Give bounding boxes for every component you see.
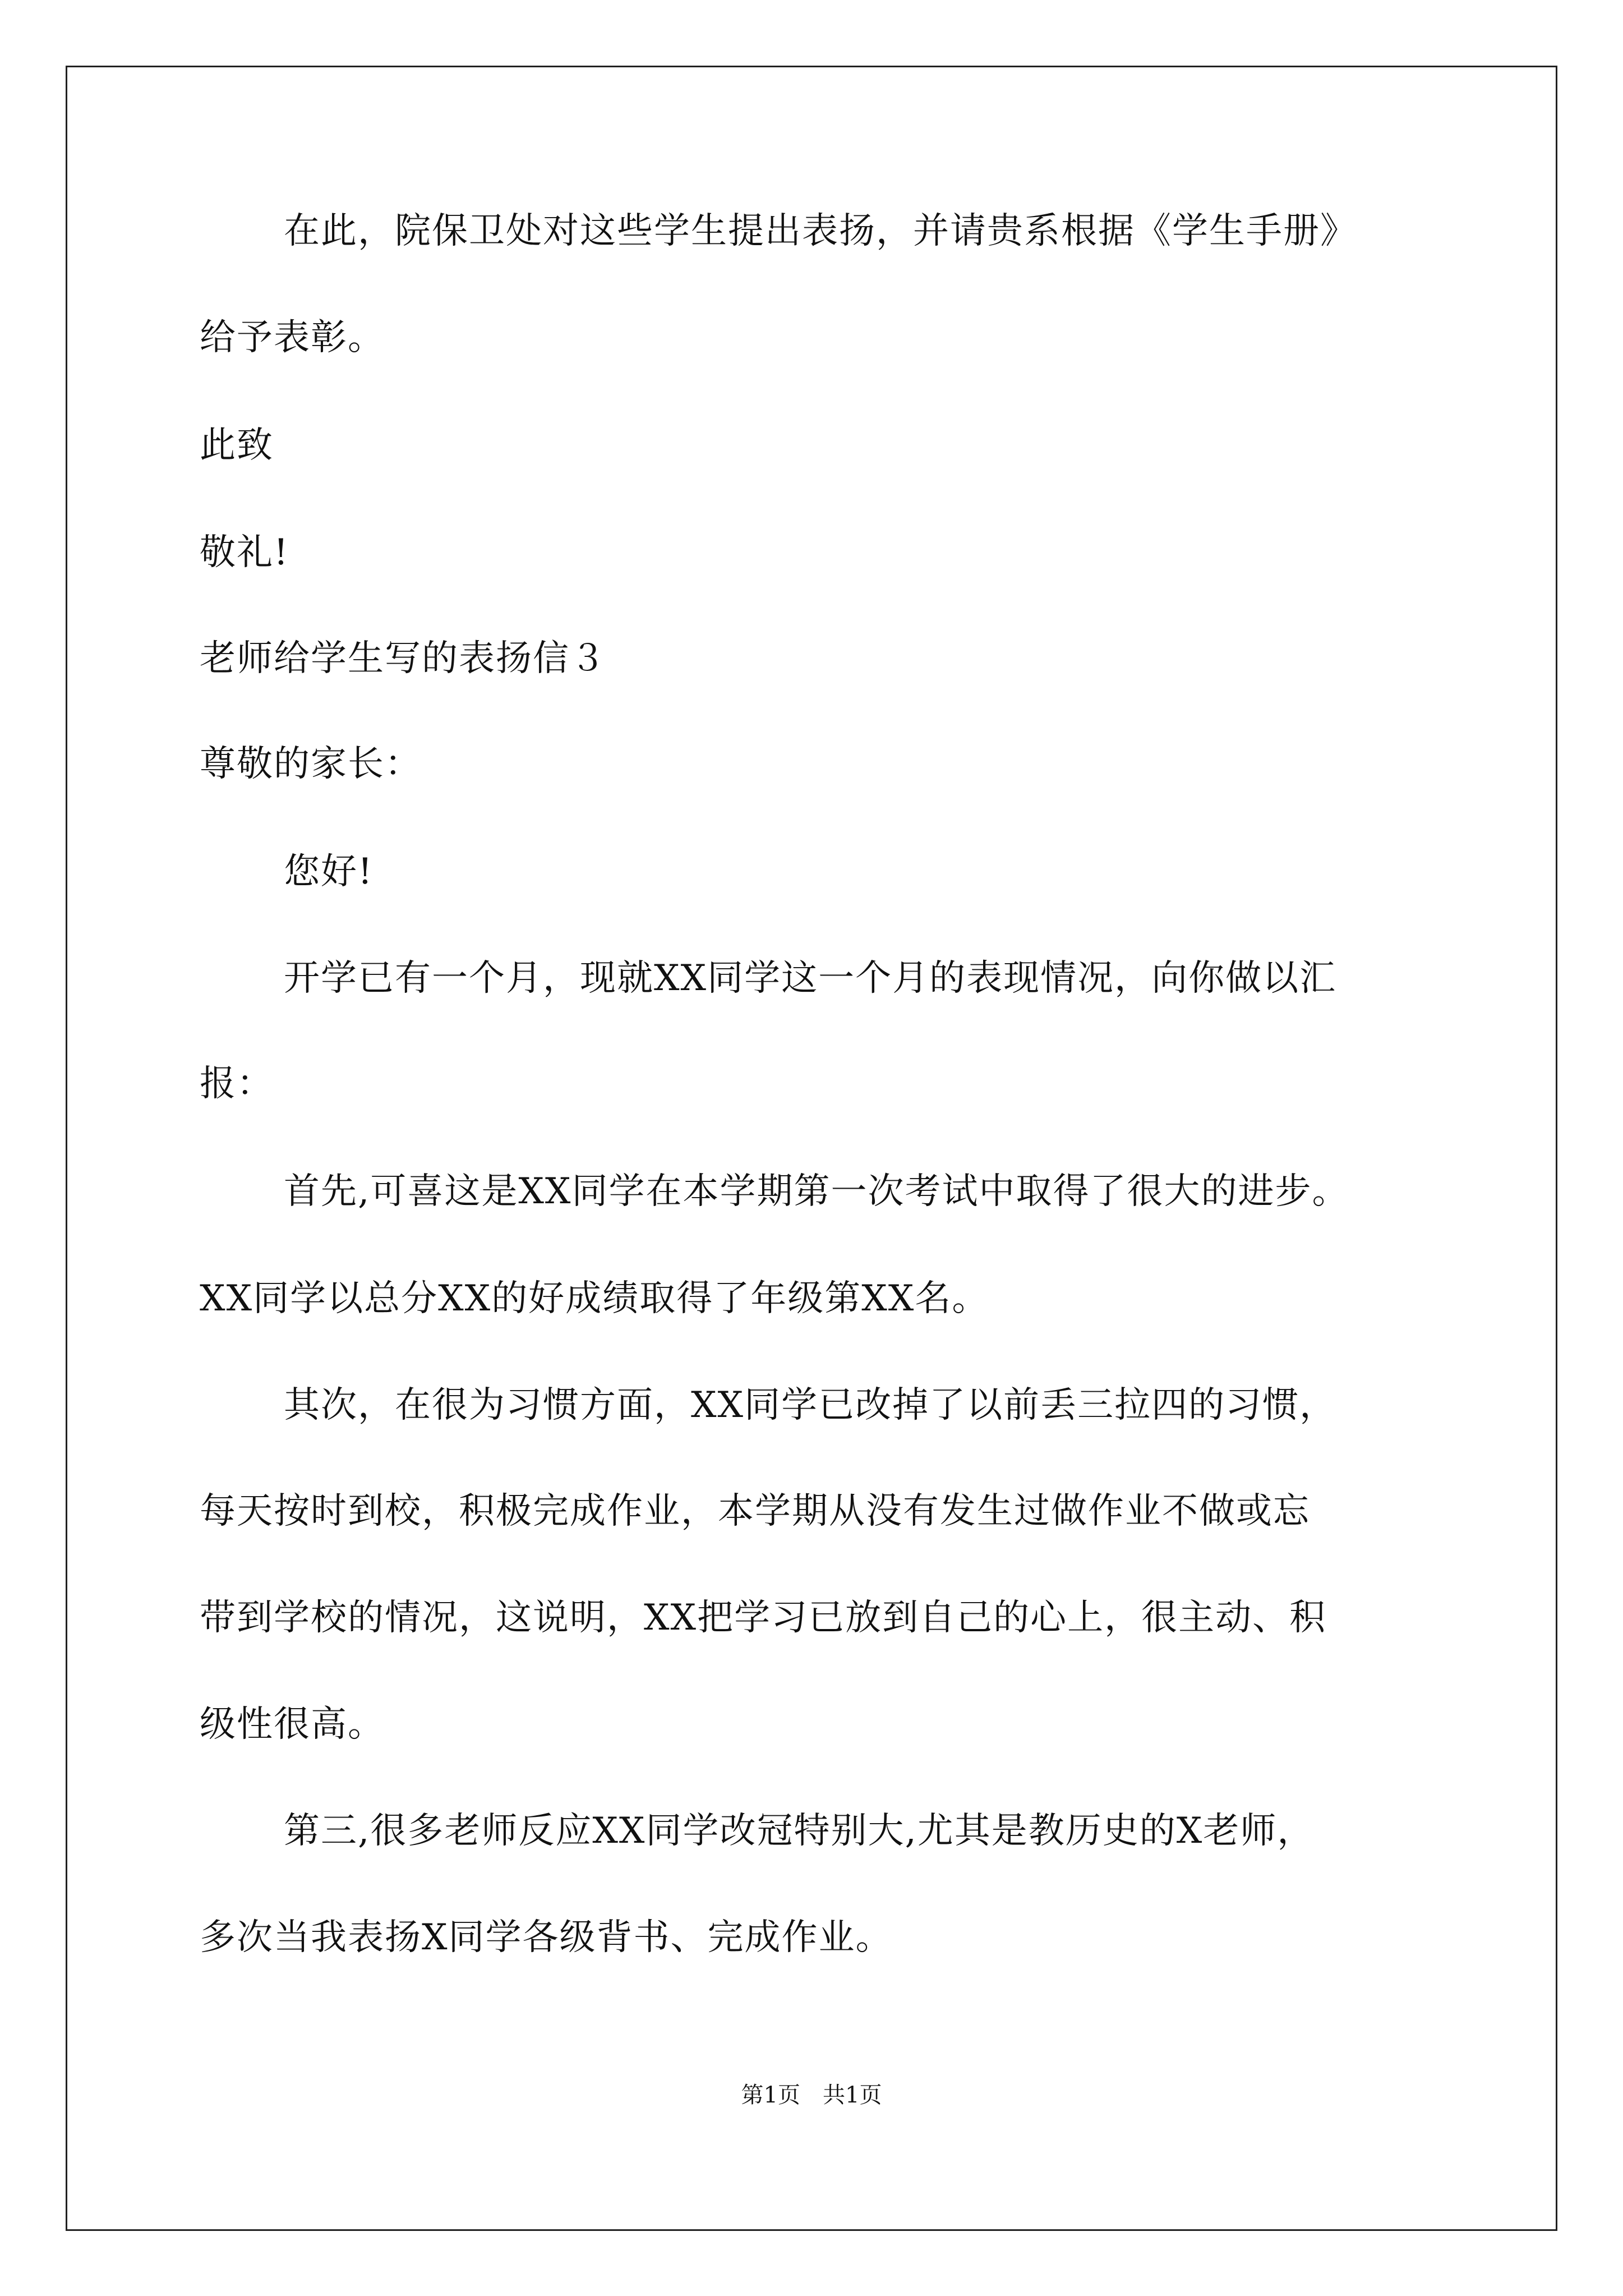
page-footer: 第1页 共1页 (741, 2082, 882, 2108)
paragraph-line: 其次，在很为习惯方面，XX同学已改掉了以前丢三拉四的习惯， (284, 1384, 1337, 1426)
greeting-line: 尊敬的家长： (200, 743, 422, 785)
paragraph-line: 给予表彰。 (200, 317, 385, 358)
paragraph-line: 级性很高。 (200, 1704, 385, 1745)
page-border (66, 66, 1557, 2231)
paragraph-line: 多次当我表扬X同学各级背书、完成作业。 (200, 1917, 893, 1958)
paragraph-line: 每天按时到校，积极完成作业，本学期从没有发生过做作业不做或忘 (200, 1490, 1310, 1532)
greeting-line: 您好! (284, 851, 374, 892)
paragraph-line: 在此，院保卫处对这些学生提出表扬，并请贵系根据《学生手册》 (284, 210, 1357, 252)
paragraph-line: XX同学以总分XX的好成绩取得了年级第XX名。 (200, 1278, 989, 1319)
paragraph-line: 开学已有一个月，现就XX同学这一个月的表现情况，向你做以汇 (284, 958, 1337, 999)
paragraph-line: 带到学校的情况，这说明，XX把学习已放到自己的心上，很主动、积 (200, 1597, 1327, 1639)
paragraph-line: 首先,可喜这是XX同学在本学期第一次考试中取得了很大的进步。 (284, 1171, 1349, 1212)
salutation-line: 敬礼! (200, 532, 289, 573)
section-title: 老师给学生写的表扬信３ (200, 638, 607, 679)
paragraph-line: 第三,很多老师反应XX同学改冠特别大,尤其是教历史的X老师， (284, 1810, 1315, 1852)
paragraph-line: 报： (200, 1063, 274, 1105)
salutation-line: 此致 (200, 425, 274, 466)
